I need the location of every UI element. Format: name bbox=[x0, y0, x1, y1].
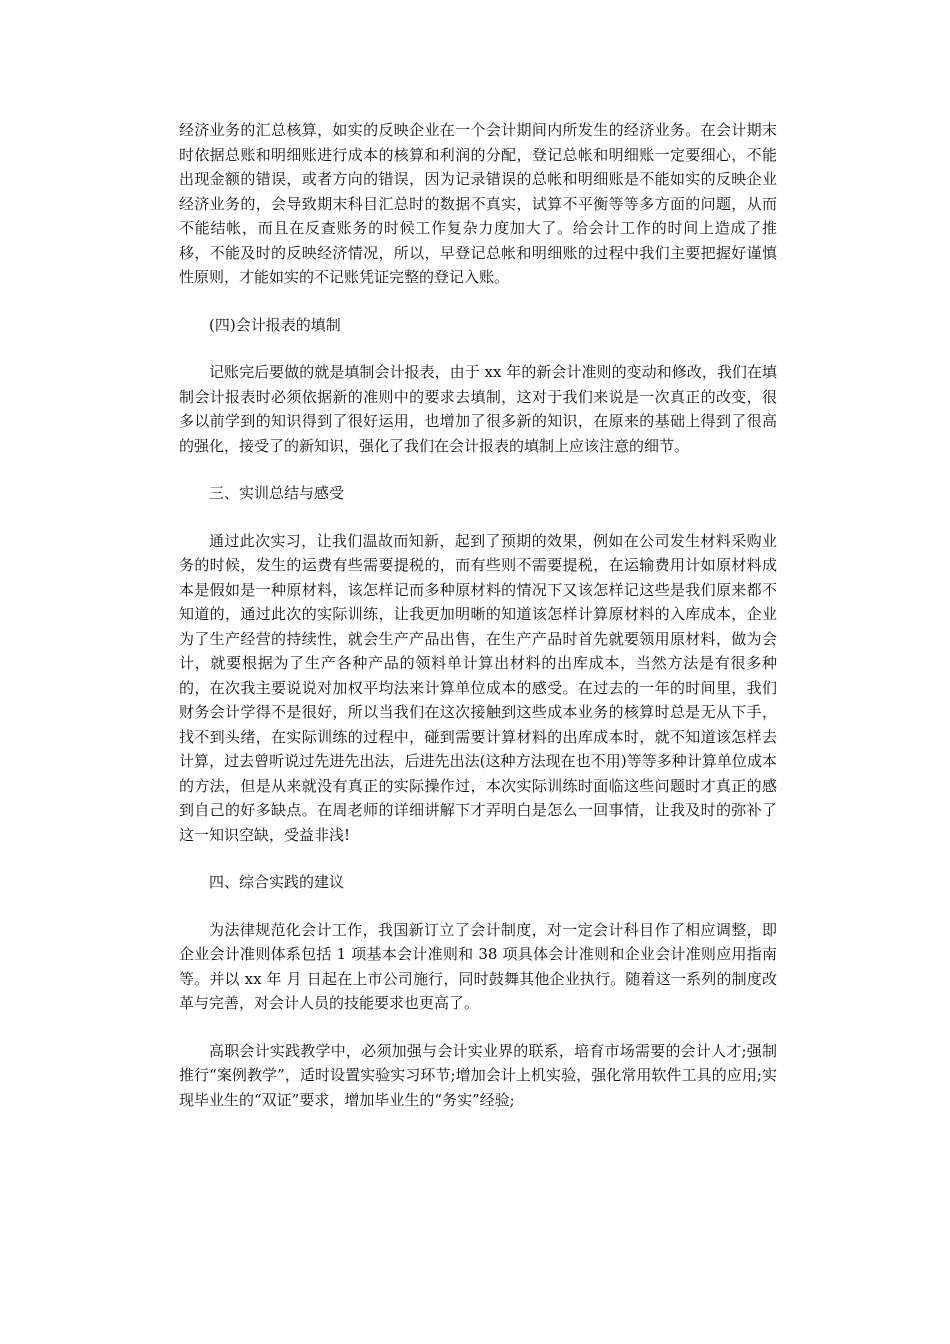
section-heading-practice-suggestions: 四、综合实践的建议 bbox=[209, 873, 345, 891]
paragraph-accounting-regulations: 为法律规范化会计工作，我国新订立了会计制度，对一定会计科目作了相应调整，即企业会计准则体系包括 1 项基本会计准则和 38 项具体会计准则和企业会计准则应用指南等。并以 xx 年 月 日起在上市公司施行，同时鼓舞其他企业执行。随着这一系列的制度改革与完善，对会计人员的技能要求也更高了。 bbox=[179, 920, 777, 1012]
section-heading-report-filling: (四)会计报表的填制 bbox=[209, 315, 341, 334]
paragraph-vocational-teaching: 高职会计实践教学中，必须加强与会计实业界的联系，培育市场需要的会计人才;强制推行“案例教学”，适时设置实验实习环节;增加会计上机实验，强化常用软件工具的应用;实现毕业生的“双证”要求，增加毕业生的“务实”经验; bbox=[179, 1041, 777, 1109]
paragraph-ledger-summary: 经济业务的汇总核算，如实的反映企业在一个会计期间内所发生的经济业务。在会计期末时依据总账和明细账进行成本的核算和利润的分配，登记总帐和明细账一定要细心，不能出现金额的错误，或者方向的错误，因为记录错误的总帐和明细账是不能如实的反映企业经济业务的，会导致期末科目汇总时的数据不真实，试算不平衡等等多方面的问题，从而不能结帐，而且在反查账务的时候工作复杂力度加大了。给会计工作的时间上造成了推移，不能及时的反映经济情况，所以，早登记总帐和明细账的过程中我们主要把握好谨慎性原则，才能如实的不记账凭证完整的登记入账。 bbox=[179, 121, 777, 286]
document-page bbox=[179, 118, 777, 1135]
paragraph-report-filling: 记账完后要做的就是填制会计报表，由于 xx 年的新会计准则的变动和修改，我们在填制会计报表时必须依据新的准则中的要求去填制，这对于我们来说是一次真正的改变，很多以前学到的知识得到了很好运用，也增加了很多新的知识，在原来的基础上得到了很高的强化，接受了的新知识，强化了我们在会计报表的填制上应该注意的细节。 bbox=[179, 363, 777, 455]
section-heading-training-summary: 三、实训总结与感受 bbox=[209, 484, 345, 502]
paragraph-training-summary: 通过此次实习，让我们温故而知新，起到了预期的效果，例如在公司发生材料采购业务的时候，发生的运费有些需要提税的，而有些则不需要提税，在运输费用计如原材料成本是假如是一种原材料，该怎样记而多种原材料的情况下又该怎样记这些是我们原来都不知道的，通过此次的实际训练，让我更加明晰的知道该怎样计算原材料的入库成本，企业为了生产经营的持续性，就会生产产品出售，在生产产品时首先就要领用原材料，做为会计，就要根据为了生产各种产品的领料单计算出材料的出库成本，当然方法是有很多种的，在次我主要说说对加权平均法来计算单位成本的感受。在过去的一年的时间里，我们财务会计学得不是很好，所以当我们在这次接触到这些成本业务的核算时总是无从下手，找不到头绪，在实际训练的过程中，碰到需要计算材料的出库成本时，就不知道该怎样去计算，过去曾听说过先进先出法，后进先出法(这种方法现在也不用)等等多种计算单位成本的方法，但是从来就没有真正的实际操作过，本次实际训练时面临这些问题时才真正的感到自己的好多缺点。在周老师的详细讲解下才弄明白是怎么一回事情，让我及时的弥补了这一知识空缺，受益非浅! bbox=[179, 531, 777, 844]
